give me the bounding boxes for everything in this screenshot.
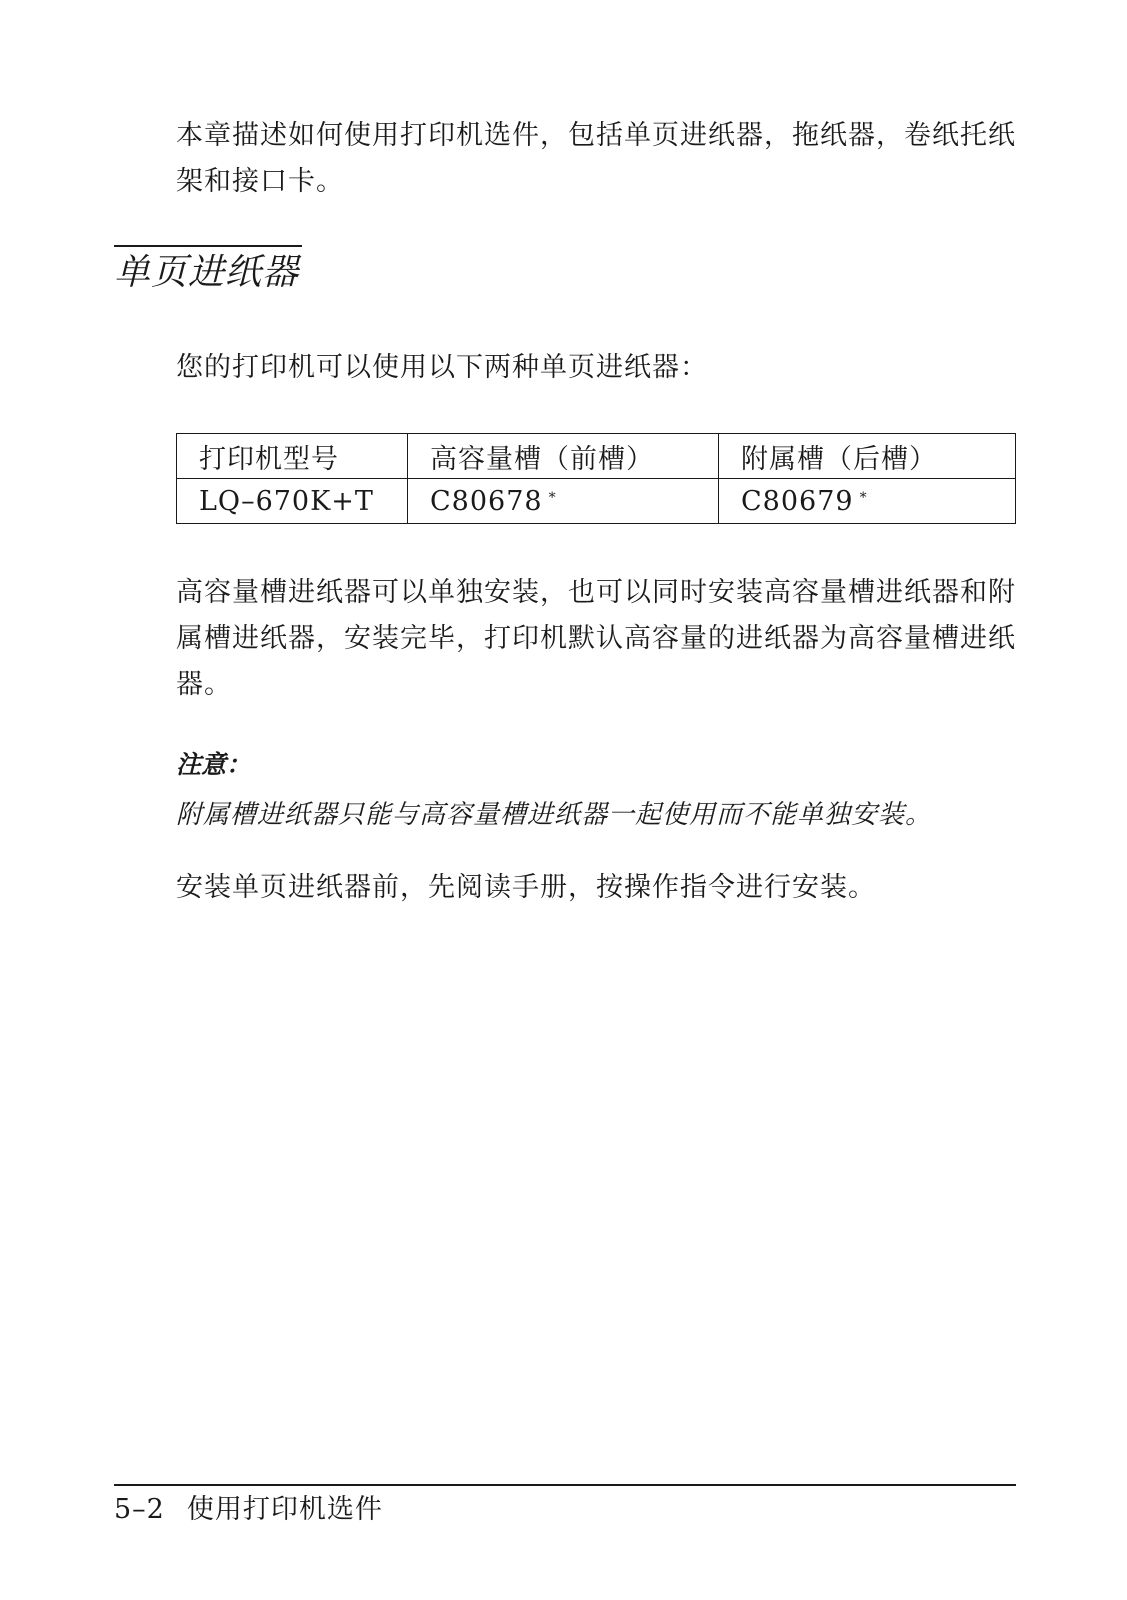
header-front-slot: 高容量槽（前槽） — [408, 434, 719, 479]
asterisk-mark: * — [548, 489, 557, 506]
chapter-title: 使用打印机选件 — [186, 1494, 383, 1525]
page-number: 5–2 — [114, 1494, 165, 1525]
intro-paragraph: 本章描述如何使用打印机选件，包括单页进纸器，拖纸器，卷纸托纸架和接口卡。 — [176, 120, 1016, 197]
lead-paragraph: 您的打印机可以使用以下两种单页进纸器： — [176, 352, 708, 383]
cell-front-slot — [408, 479, 719, 524]
asterisk-mark: * — [859, 489, 868, 506]
body-paragraph: 高容量槽进纸器可以单独安装，也可以同时安装高容量槽进纸器和附属槽进纸器，安装完毕，打印机默认高容量的进纸器为高容量槽进纸器。 — [176, 577, 1016, 700]
section-heading: 单页进纸器 — [114, 252, 300, 293]
feeder-models-table — [176, 433, 1016, 524]
cell-model: LQ–670K+T — [177, 479, 408, 524]
header-rear-slot: 附属槽（后槽） — [719, 434, 1016, 479]
final-paragraph: 安装单页进纸器前，先阅读手册，按操作指令进行安装。 — [176, 872, 876, 903]
rear-slot-code: C80679 — [741, 485, 854, 517]
note-label: 注意： — [176, 750, 252, 779]
front-slot-code: C80678 — [430, 485, 543, 517]
table-row — [177, 479, 1016, 524]
heading-rule — [114, 245, 302, 247]
footer-rule — [114, 1484, 1016, 1486]
page-footer — [114, 1490, 383, 1530]
table-header-row — [177, 434, 1016, 479]
cell-rear-slot — [719, 479, 1016, 524]
header-printer-model: 打印机型号 — [177, 434, 408, 479]
note-text: 附属槽进纸器只能与高容量槽进纸器一起使用而不能单独安装。 — [176, 800, 933, 830]
